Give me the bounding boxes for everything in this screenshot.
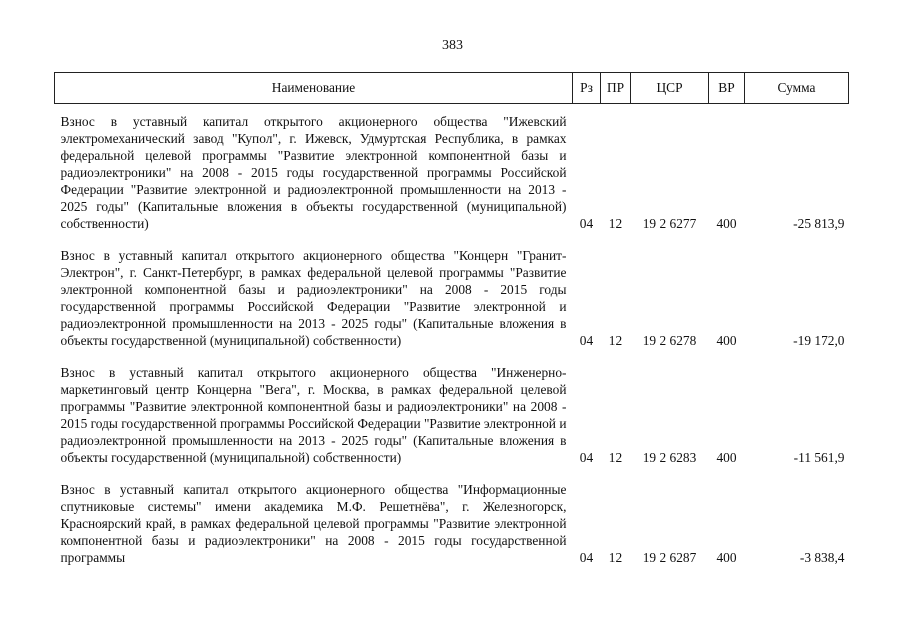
row-pr: 12 (608, 216, 623, 231)
row-vr: 400 (716, 216, 737, 231)
table-row (55, 472, 849, 572)
row-csr: 19 2 6283 (642, 450, 697, 465)
row-name: Взнос в уставный капитал открытого акционерного общества "Информационные спутниковые системы" имени академика М.Ф. Решетнёва", г. Железногорск, Красноярский край, в рамках федеральной целевой программы "Развитие электронной компонентной базы и радиоэлектроники" на 2008 - 2015 годы государственной программы (60, 482, 567, 565)
row-sum: -3 838,4 (799, 550, 845, 565)
header-name: Наименование (55, 73, 573, 104)
row-csr: 19 2 6287 (642, 550, 697, 565)
row-csr: 19 2 6277 (642, 216, 697, 231)
header-pr: ПР (601, 73, 631, 104)
row-sum: -11 561,9 (793, 450, 845, 465)
row-rz: 04 (579, 450, 594, 465)
header-csr: ЦСР (631, 73, 709, 104)
row-rz: 04 (579, 216, 594, 231)
row-vr: 400 (716, 333, 737, 348)
table-row (55, 104, 849, 239)
row-pr: 12 (608, 333, 623, 348)
row-pr: 12 (608, 550, 623, 565)
row-name: Взнос в уставный капитал открытого акционерного общества "Инженерно-маркетинговый центр Концерна "Вега", г. Москва, в рамках федеральной целевой программы "Развитие электронной компонентной базы и радиоэлектроники" на 2008 - 2015 годы государственной программы Российской Федерации "Развитие электронной и радиоэлектронной промышленности на 2013 - 2025 годы" (Капитальные вложения в объекты государственной (муниципальной) собственности) (60, 365, 567, 465)
row-vr: 400 (716, 550, 737, 565)
row-name: Взнос в уставный капитал открытого акционерного общества "Концерн "Гранит-Электрон", г. Санкт-Петербург, в рамках федеральной целевой программы "Развитие электронной компонентной базы и радиоэлектроники" на 2008 - 2015 годы государственной программы Российской Федерации "Развитие электронной и радиоэлектронной промышленности на 2013 - 2025 годы" (Капитальные вложения в объекты государственной (муниципальной) собственности) (60, 248, 567, 348)
header-vr: ВР (709, 73, 745, 104)
table-row (55, 238, 849, 355)
row-rz: 04 (579, 333, 594, 348)
header-sum: Сумма (745, 73, 849, 104)
row-rz: 04 (579, 550, 594, 565)
table-header-row (55, 73, 849, 104)
row-csr: 19 2 6278 (642, 333, 697, 348)
row-vr: 400 (716, 450, 737, 465)
header-rz: Рз (573, 73, 601, 104)
budget-table (54, 72, 849, 572)
table-row (55, 355, 849, 472)
row-sum: -25 813,9 (793, 216, 845, 231)
row-pr: 12 (608, 450, 623, 465)
row-name: Взнос в уставный капитал открытого акционерного общества "Ижевский электромеханический завод "Купол", г. Ижевск, Удмуртская Республика, в рамках федеральной целевой программы "Развитие электронной компонентной базы и радиоэлектроники" на 2008 - 2015 годы государственной программы Российской Федерации "Развитие электронной и радиоэлектронной промышленности на 2013 - 2025 годы" (Капитальные вложения в объекты государственной (муниципальной) собственности) (60, 114, 567, 231)
row-sum: -19 172,0 (793, 333, 845, 348)
page-number: 383 (442, 38, 463, 53)
